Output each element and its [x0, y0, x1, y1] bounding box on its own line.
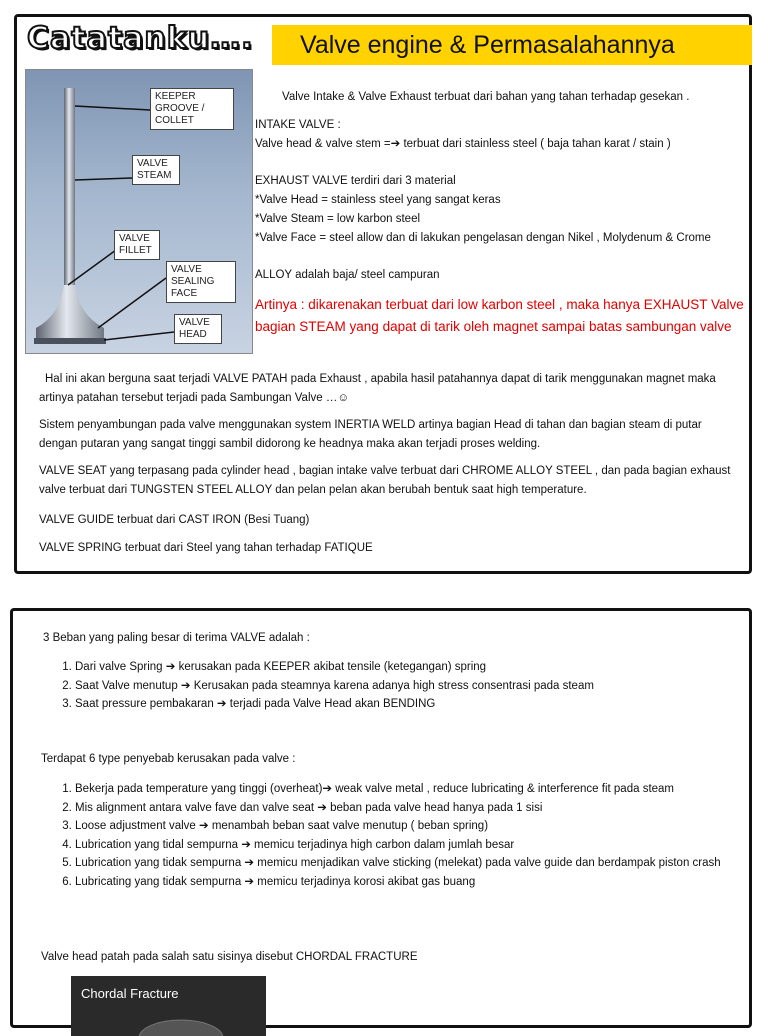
- list-item: 2. Saat Valve menutup ➔ Kerusakan pada steamnya karena adanya high stress consentrasi pada steam: [75, 677, 731, 696]
- label-valve-sealing-face: VALVE SEALING FACE: [166, 261, 236, 303]
- list-item: 3. Loose adjustment valve ➔ menambah beban saat valve menutup ( beban spring): [75, 817, 731, 836]
- valve-diagram: [25, 69, 253, 354]
- valve-stem-shape: [64, 88, 75, 310]
- label-valve-steam: VALVE STEAM: [132, 155, 180, 185]
- list-item: 3. Saat pressure pembakaran ➔ terjadi pada Valve Head akan BENDING: [75, 695, 731, 714]
- causes-title: Terdapat 6 type penyebab kerusakan pada valve :: [41, 753, 296, 765]
- paragraph-valve-guide: VALVE GUIDE terbuat dari CAST IRON (Besi Tuang): [39, 514, 310, 526]
- document-panel-top: [14, 14, 752, 574]
- causes-list: [41, 780, 731, 891]
- brand-logo: [17, 17, 262, 63]
- label-valve-head: VALVE HEAD: [174, 314, 222, 344]
- intake-body: Valve head & valve stem =➔ terbuat dari stainless steel ( baja tahan karat / stain ): [255, 138, 671, 150]
- page-title-banner: [272, 25, 752, 65]
- header: [17, 17, 755, 63]
- list-item: 1. Bekerja pada temperature yang tinggi (overheat)➔ weak valve metal , reduce lubricating & interference fit pada steam: [75, 780, 731, 799]
- document-panel-bottom: [10, 608, 752, 1028]
- paragraph-valve-seat: VALVE SEAT yang terpasang pada cylinder head , bagian intake valve terbuat dari CHROME ALLOY STEEL , dan pada bagian exhaust valve terbuat dari TUNGSTEN STEEL ALLOY dan pelan pelan akan berubah bentuk saat high temperature.: [39, 465, 731, 496]
- list-item: 2. Mis alignment antara valve fave dan valve seat ➔ beban pada valve head hanya pada 1 sisi: [75, 799, 731, 818]
- valve-head-shape: [36, 285, 104, 340]
- page-title: Valve engine & Permasalahannya: [300, 31, 675, 59]
- loads-list: [41, 658, 731, 714]
- label-valve-fillet: VALVE FILLET: [114, 230, 160, 260]
- alloy-text: ALLOY adalah baja/ steel campuran: [255, 269, 440, 281]
- valve-face-shape: [34, 338, 106, 344]
- exhaust-item-2: *Valve Steam = low karbon steel: [255, 213, 421, 225]
- list-item: 1. Dari valve Spring ➔ kerusakan pada KEEPER akibat tensile (ketegangan) spring: [75, 658, 731, 677]
- chordal-fracture-image: [71, 976, 266, 1036]
- loads-title: 3 Beban yang paling besar di terima VALVE adalah :: [43, 632, 310, 644]
- paragraph-valve-patah: Hal ini akan berguna saat terjadi VALVE PATAH pada Exhaust , apabila hasil patahannya dapat di tarik menggunakan magnet maka artinya patahan tersebut terjadi pada Sambungan Valve …☺: [39, 373, 716, 404]
- list-item: 6. Lubricating yang tidak sempurna ➔ memicu terjadinya korosi akibat gas buang: [75, 873, 731, 892]
- chordal-caption: Chordal Fracture: [81, 986, 179, 1001]
- intake-title: INTAKE VALVE :: [255, 119, 341, 131]
- paragraph-valve-spring: VALVE SPRING terbuat dari Steel yang tahan terhadap FATIQUE: [39, 542, 373, 554]
- red-note: Artinya : dikarenakan terbuat dari low karbon steel , maka hanya EXHAUST Valve bagian STEAM yang dapat di tarik oleh magnet sampai batas sambungan valve: [255, 297, 744, 334]
- exhaust-item-3: *Valve Face = steel allow dan di lakukan pengelasan dengan Nikel , Molydenum & Crome: [255, 232, 711, 244]
- exhaust-title: EXHAUST VALVE terdiri dari 3 material: [255, 175, 456, 187]
- list-item: 4. Lubrication yang tidal sempurna ➔ memicu terjadinya high carbon dalam jumlah besar: [75, 836, 731, 855]
- paragraph-inertia-weld: Sistem penyambungan pada valve menggunakan system INERTIA WELD artinya bagian Head di tahan dan bagian steam di putar dengan putaran yang sangat tinggi sambil didorong ke headnya maka akan terjadi proses welding.: [39, 419, 702, 450]
- label-keeper-groove: KEEPER GROOVE / COLLET: [150, 88, 234, 130]
- chordal-note: Valve head patah pada salah satu sisinya disebut CHORDAL FRACTURE: [41, 951, 418, 963]
- intro-text: Valve Intake & Valve Exhaust terbuat dari bahan yang tahan terhadap gesekan .: [282, 91, 690, 103]
- chordal-image-shape: [71, 976, 266, 1036]
- exhaust-item-1: *Valve Head = stainless steel yang sangat keras: [255, 194, 501, 206]
- brand-text: Catatanku….: [27, 21, 254, 56]
- list-item: 5. Lubrication yang tidak sempurna ➔ memicu menjadikan valve sticking (melekat) pada valve guide dan berdampak piston crash: [75, 854, 731, 873]
